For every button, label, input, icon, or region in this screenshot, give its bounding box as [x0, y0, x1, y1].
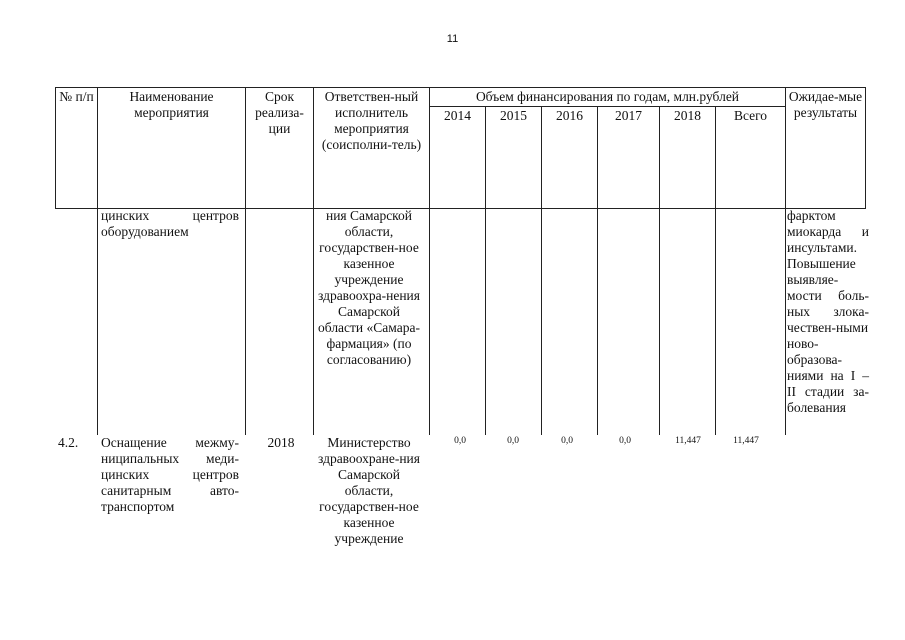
continuation-responsible: ния Самарской области, государствен-ное казенное учреждение здравоохра-нения Самарской области «Самара-фармация» (по согласованию): [317, 208, 420, 367]
row-4-2-responsible: Министерство здравоохране-ния Самарской области, государствен-ное казенное учреждение: [317, 435, 420, 546]
row-4-2-number: 4.2.: [58, 435, 79, 450]
continuation-results: фарктом миокарда и инсультами. Повышение выявляе-мости боль-ных злока-чествен-ными ново-образова-ниями на I – II стадии за-болевания: [787, 208, 869, 415]
row-4-2-value-total: 11,447: [733, 436, 759, 446]
column-divider: [785, 207, 786, 435]
continuation-name: цинских центров оборудованием: [101, 208, 239, 239]
header-year-2018: 2018: [660, 107, 716, 209]
header-name: Наименование мероприятия: [98, 88, 246, 209]
column-divider: [715, 207, 716, 435]
row-4-2-value-2017: 0,0: [619, 436, 631, 446]
table-body: [55, 207, 865, 437]
table-header: [55, 87, 866, 209]
header-year-2017: 2017: [598, 107, 660, 209]
header-responsible: Ответствен-ный исполнитель мероприятия (соисполни-тель): [314, 88, 430, 209]
column-divider: [429, 207, 430, 435]
page-number: 11: [446, 33, 459, 45]
row-4-2-value-2016: 0,0: [561, 436, 573, 446]
header-funding: Объем финансирования по годам, млн.рублей: [430, 88, 786, 107]
row-4-2-term: 2018: [267, 435, 295, 450]
header-year-2014: 2014: [430, 107, 486, 209]
header-year-2016: 2016: [542, 107, 598, 209]
header-term: Срок реализа-ции: [246, 88, 314, 209]
header-no: № п/п: [56, 88, 98, 209]
header-total: Всего: [716, 107, 786, 209]
row-4-2-value-2018: 11,447: [675, 436, 701, 446]
header-results: Ожидае-мые результаты: [786, 88, 866, 209]
column-divider: [485, 207, 486, 435]
column-divider: [659, 207, 660, 435]
row-4-2-value-2015: 0,0: [507, 436, 519, 446]
column-divider: [541, 207, 542, 435]
column-divider: [597, 207, 598, 435]
column-divider: [245, 207, 246, 435]
column-divider: [313, 207, 314, 435]
row-4-2-name: Оснащение межму-ниципальных меди-цинских центров санитарным авто-транспортом: [101, 435, 239, 514]
row-4-2-value-2014: 0,0: [454, 436, 466, 446]
column-divider: [97, 207, 98, 435]
header-year-2015: 2015: [486, 107, 542, 209]
